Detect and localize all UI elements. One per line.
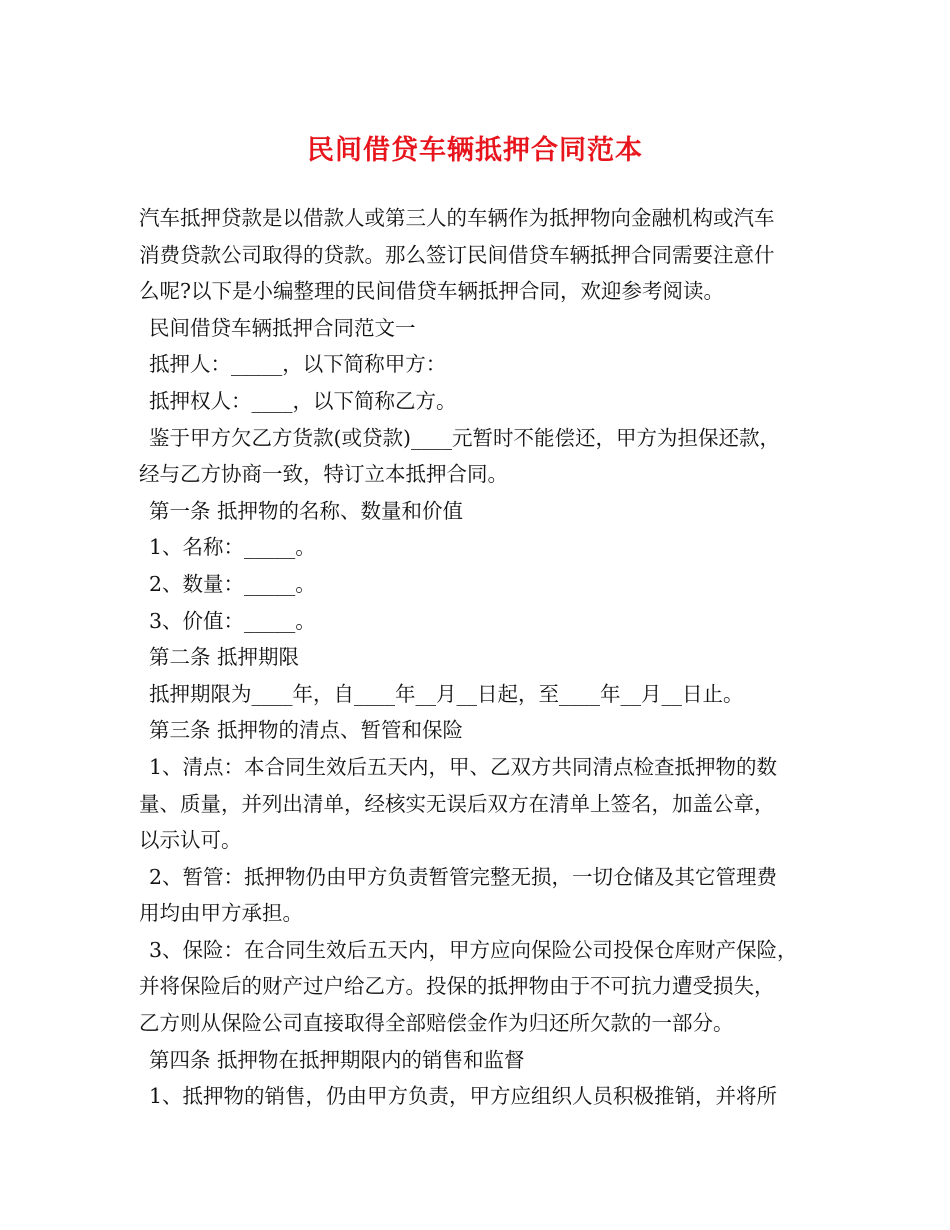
paragraph-line: 抵押人：_____，以下简称甲方：	[149, 352, 447, 377]
paragraph-line: 用均由甲方承担。	[139, 901, 303, 926]
paragraph-line: 抵押权人：____，以下简称乙方。	[149, 388, 457, 413]
section-heading: 民间借贷车辆抵押合同范文一	[149, 315, 416, 340]
list-item: 1、抵押物的销售，仍由甲方负责，甲方应组织人员积极推销，并将所	[149, 1084, 778, 1109]
list-item: 1、名称：_____。	[149, 535, 316, 560]
paragraph-line: 经与乙方协商一致，特订立本抵押合同。	[139, 462, 508, 487]
list-item: 2、暂管：抵押物仍由甲方负责暂管完整无损，一切仓储及其它管理费	[149, 864, 778, 889]
article-heading: 第三条 抵押物的清点、暂管和保险	[149, 718, 464, 743]
paragraph-line: 乙方则从保险公司直接取得全部赔偿金作为归还所欠款的一部分。	[139, 1011, 734, 1036]
paragraph-line: 么呢?以下是小编整理的民间借贷车辆抵押合同，欢迎参考阅读。	[139, 279, 724, 304]
article-heading: 第一条 抵押物的名称、数量和价值	[149, 498, 464, 523]
article-heading: 第四条 抵押物在抵押期限内的销售和监督	[149, 1047, 525, 1072]
paragraph-line: 鉴于甲方欠乙方货款(或贷款)____元暂时不能偿还，甲方为担保还款，	[149, 425, 780, 450]
article-heading: 第二条 抵押期限	[149, 645, 300, 670]
paragraph-line: 量、质量，并列出清单，经核实无误后双方在清单上签名，加盖公章，	[139, 791, 775, 816]
list-item: 1、清点：本合同生效后五天内，甲、乙双方共同清点检查抵押物的数	[149, 754, 778, 779]
paragraph-line: 以示认可。	[139, 828, 242, 853]
list-item: 3、价值：_____。	[149, 608, 316, 633]
document-title: 民间借贷车辆抵押合同范本	[307, 135, 643, 166]
paragraph-line: 消费贷款公司取得的贷款。那么签订民间借贷车辆抵押合同需要注意什	[139, 242, 775, 267]
list-item: 2、数量：_____。	[149, 571, 316, 596]
paragraph-line: 抵押期限为____年，自____年__月__日起，至____年__月__日止。	[149, 681, 744, 706]
paragraph-line: 汽车抵押贷款是以借款人或第三人的车辆作为抵押物向金融机构或汽车	[139, 206, 775, 230]
paragraph-line: 并将保险后的财产过户给乙方。投保的抵押物由于不可抗力遭受损失，	[139, 974, 775, 999]
list-item: 3、保险：在合同生效后五天内，甲方应向保险公司投保仓库财产保险，	[149, 937, 798, 962]
document-body	[139, 200, 819, 1115]
